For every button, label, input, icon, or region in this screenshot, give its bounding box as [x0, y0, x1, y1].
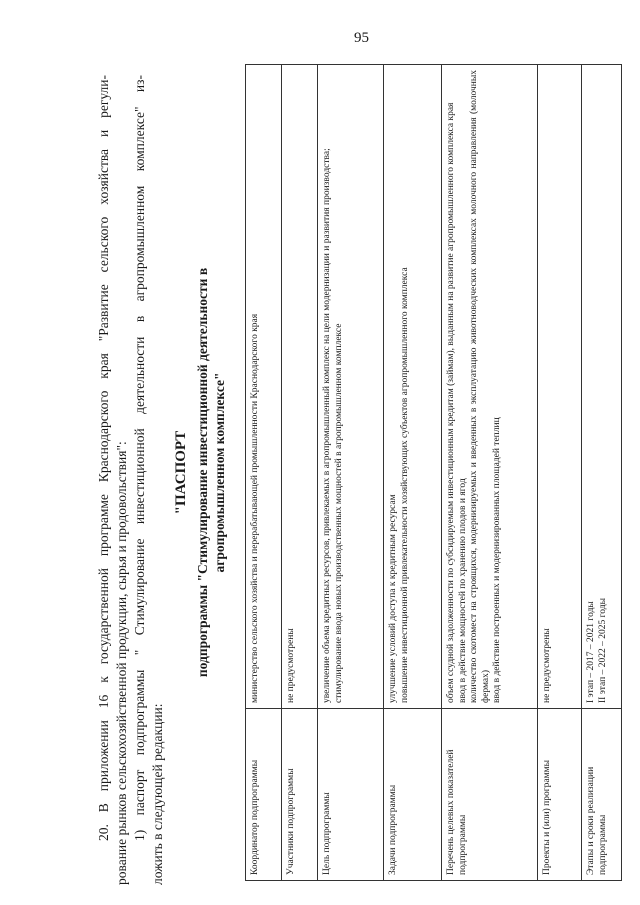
table-row: [246, 65, 282, 881]
table-row: [282, 65, 318, 881]
rotated-page-content: [95, 60, 625, 885]
table-row: [442, 65, 538, 881]
table-row: [318, 65, 384, 881]
row-value: [582, 65, 622, 709]
row-label: Задачи подпрограммы: [384, 709, 442, 881]
row-value: [384, 65, 442, 709]
row-label: Координатор подпрограммы: [246, 709, 282, 881]
value-line: I этап – 2017 – 2021 годы: [586, 601, 596, 703]
row-value: [442, 65, 538, 709]
value-line: министерство сельского хозяйства и перерабатывающей промышленности Краснодарского края: [250, 313, 260, 703]
row-value: [282, 65, 318, 709]
row-value: [318, 65, 384, 709]
row-label: Перечень целевых показателей подпрограммы: [442, 709, 538, 881]
row-label: Этапы и сроки реализации подпрограммы: [582, 709, 622, 881]
table-row: [582, 65, 622, 881]
row-label: Участники подпрограммы: [282, 709, 318, 881]
intro-paragraph-2-line-2: ложить в следующей редакции:: [150, 703, 165, 885]
value-line: объем ссудной задолженности по субсидируемым инвестиционным кредитам (займам), выданным на развитие агропромышленного комплекса края: [446, 102, 456, 703]
value-line: повышение инвестиционной привлекательности хозяйствующих субъектов агропромышленного комплекса: [399, 267, 410, 703]
row-value: [538, 65, 582, 709]
value-line: ввод в действие построенных и модернизированных площадей теплиц: [492, 417, 502, 703]
value-line: количество скотомест на строящихся, модернизируемых и введенных в эксплуатацию животноводческих комплексах молочного направления (молочных фермах): [469, 70, 491, 703]
row-label: Цель подпрограммы: [318, 709, 384, 881]
intro-paragraph-1-line-1: 20. В приложении 16 к государственной программе Краснодарского края "Развитие сельского хозяйства и регули-: [96, 75, 111, 841]
passport-title: "ПАСПОРТ: [173, 430, 189, 515]
passport-subtitle-line-1: подпрограммы "Стимулирование инвестиционной деятельности в: [195, 267, 210, 678]
value-line: улучшение условий доступа к кредитным ресурсам: [388, 494, 398, 703]
value-line: ввод в действие мощностей по хранению плодов и ягод: [457, 478, 468, 703]
page-number: 95: [354, 30, 369, 46]
value-line: увеличение объема кредитных ресурсов, привлекаемых в агропромышленный комплекс на цели модернизации и развития производства;: [322, 148, 332, 703]
table-row: [384, 65, 442, 881]
value-line: стимулирование ввода новых производственных мощностей в агропромышленном комплексе: [333, 323, 344, 703]
value-line: II этап – 2022 – 2025 годы: [597, 598, 608, 703]
intro-text: [95, 75, 167, 885]
passport-table: [245, 64, 622, 881]
value-line: не предусмотрены: [286, 628, 296, 703]
row-value: [246, 65, 282, 709]
passport-subtitle-line-2: агропромышленном комплексе": [212, 372, 227, 573]
passport-heading: [173, 60, 228, 885]
row-label: Проекты и (или) программы: [538, 709, 582, 881]
value-line: не предусмотрены: [542, 628, 552, 703]
intro-paragraph-1-line-2: рование рынков сельскохозяйственной продукции, сырья и продовольствия":: [114, 441, 129, 885]
intro-paragraph-2-line-1: 1) паспорт подпрограммы " Стимулирование инвестиционной деятельности в агропромышленном комплексе" из-: [132, 75, 147, 841]
table-row: [538, 65, 582, 881]
